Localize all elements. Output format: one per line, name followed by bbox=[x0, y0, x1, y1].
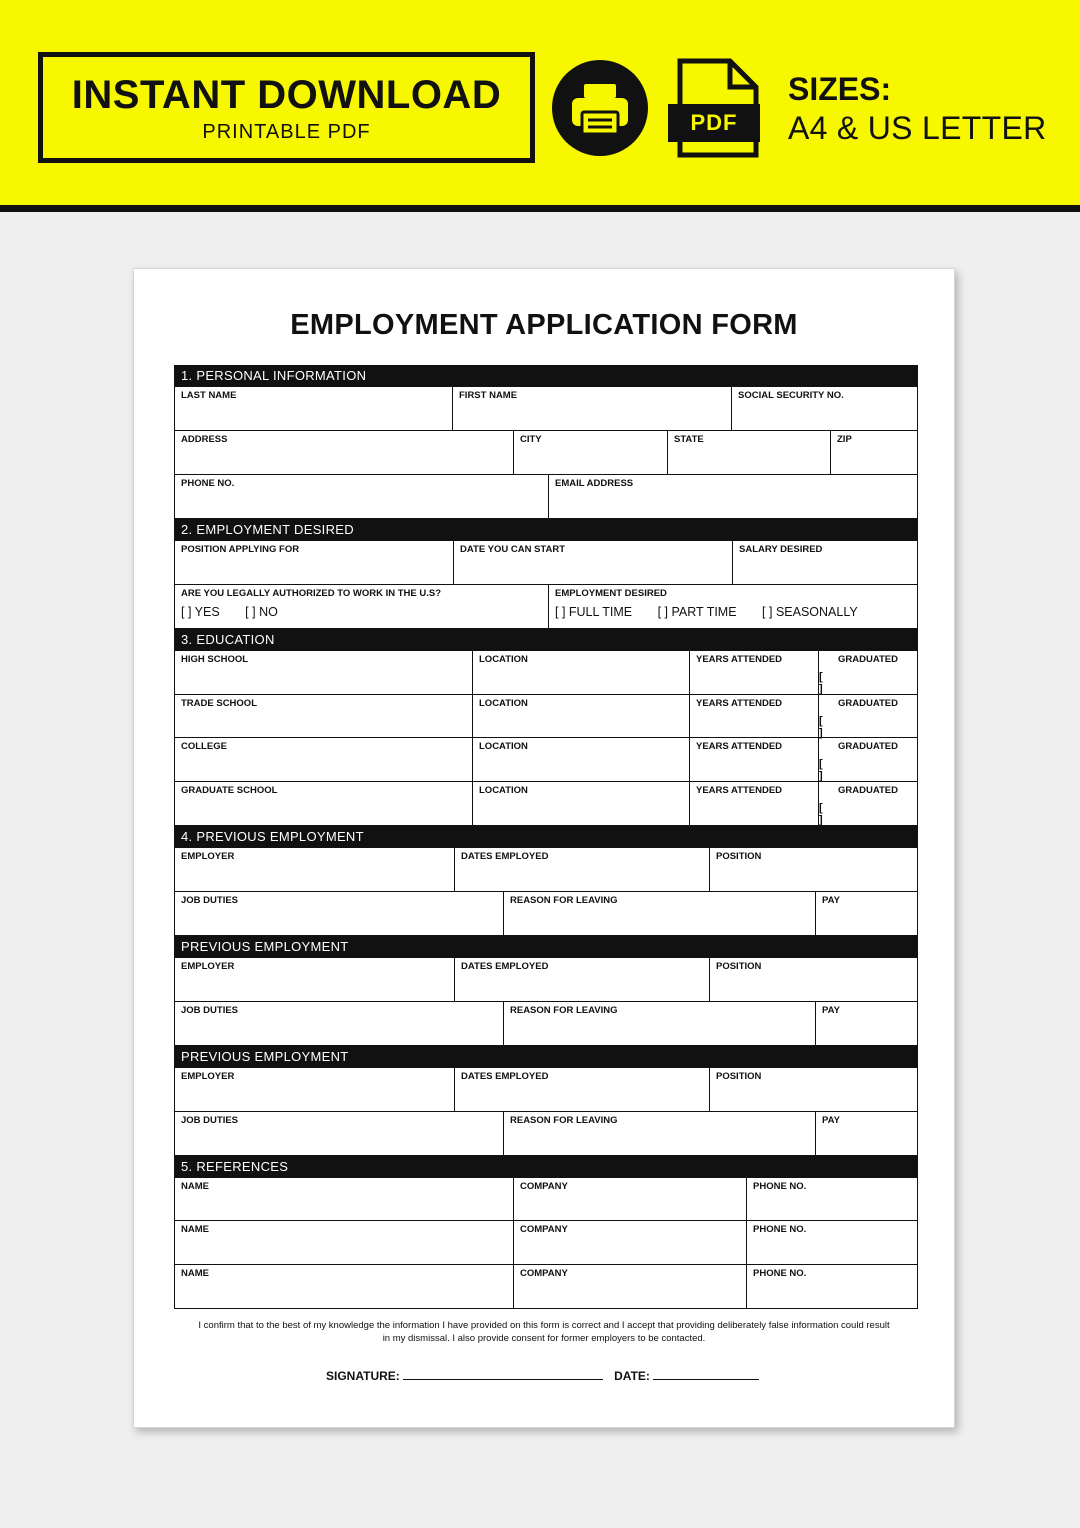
reference-company-field[interactable] bbox=[513, 1221, 568, 1264]
employment-desired-row-2 bbox=[174, 585, 918, 629]
pdf-label: PDF bbox=[668, 104, 760, 142]
years-field[interactable] bbox=[689, 782, 783, 825]
reference-phone-label: PHONE NO. bbox=[753, 1268, 807, 1279]
printer-icon bbox=[552, 60, 648, 156]
employment-type-label: EMPLOYMENT DESIRED bbox=[555, 588, 667, 599]
employer-label: EMPLOYER bbox=[181, 1071, 235, 1082]
salary-field[interactable] bbox=[732, 541, 823, 584]
years-field[interactable] bbox=[689, 651, 783, 694]
employer-label: EMPLOYER bbox=[181, 961, 235, 972]
personal-row-2 bbox=[174, 431, 918, 475]
signature-line[interactable] bbox=[403, 1370, 603, 1380]
employment-row-2 bbox=[174, 1002, 918, 1046]
section-header-previous-employment: 4. PREVIOUS EMPLOYMENT bbox=[174, 826, 918, 848]
zip-field[interactable] bbox=[830, 431, 852, 474]
option-yes[interactable]: [ ] YES bbox=[181, 605, 220, 619]
position-held-field[interactable] bbox=[709, 958, 762, 1001]
ssn-field[interactable] bbox=[731, 387, 844, 430]
location-label: LOCATION bbox=[479, 698, 528, 709]
signature-row bbox=[326, 1369, 767, 1383]
ssn-label: SOCIAL SECURITY NO. bbox=[738, 390, 844, 401]
school-type-label: COLLEGE bbox=[181, 741, 227, 752]
pay-label: PAY bbox=[822, 1115, 840, 1126]
option-no[interactable]: [ ] NO bbox=[245, 605, 278, 619]
reference-phone-field[interactable] bbox=[746, 1178, 807, 1220]
promo-banner bbox=[0, 0, 1080, 212]
start-date-label: DATE YOU CAN START bbox=[460, 544, 566, 555]
phone-label: PHONE NO. bbox=[181, 478, 235, 489]
reference-phone-field[interactable] bbox=[746, 1221, 807, 1264]
city-field[interactable] bbox=[513, 431, 542, 474]
location-field[interactable] bbox=[472, 782, 528, 825]
last-name-label: LAST NAME bbox=[181, 390, 237, 401]
position-label: POSITION APPLYING FOR bbox=[181, 544, 300, 555]
reference-row bbox=[174, 1178, 918, 1221]
years-label: YEARS ATTENDED bbox=[696, 654, 783, 665]
form-page bbox=[133, 268, 955, 1428]
zip-label: ZIP bbox=[837, 434, 852, 445]
first-name-field[interactable] bbox=[452, 387, 518, 430]
section-header-previous-employment: PREVIOUS EMPLOYMENT bbox=[174, 1046, 918, 1068]
graduated-field: GRADUATED [ ] bbox=[818, 738, 819, 781]
reference-phone-field[interactable] bbox=[746, 1265, 807, 1308]
reference-company-field[interactable] bbox=[513, 1265, 568, 1308]
pay-label: PAY bbox=[822, 895, 840, 906]
option-full-time[interactable]: [ ] FULL TIME bbox=[555, 605, 633, 619]
sizes-info bbox=[788, 70, 1047, 148]
years-field[interactable] bbox=[689, 738, 783, 781]
section-header-personal: 1. PERSONAL INFORMATION bbox=[174, 365, 918, 387]
employment-type-field bbox=[548, 585, 858, 628]
employment-desired-row-1 bbox=[174, 541, 918, 585]
sizes-value: A4 & US LETTER bbox=[788, 110, 1047, 146]
state-label: STATE bbox=[674, 434, 704, 445]
reason-leaving-label: REASON FOR LEAVING bbox=[510, 895, 618, 906]
pay-field[interactable] bbox=[815, 892, 840, 935]
graduated-label: GRADUATED bbox=[838, 698, 898, 709]
dates-employed-label: DATES EMPLOYED bbox=[461, 961, 549, 972]
confirmation-statement: I confirm that to the best of my knowledge the information I have provided on this form is correct and I accept that providing deliberately false information could result in my dismissal. I also provide consent for former employers to be contacted. bbox=[198, 1320, 890, 1344]
date-line[interactable] bbox=[653, 1370, 759, 1380]
start-date-field[interactable] bbox=[453, 541, 566, 584]
reason-leaving-field[interactable] bbox=[503, 1002, 618, 1045]
reference-company-label: COMPANY bbox=[520, 1268, 568, 1279]
location-label: LOCATION bbox=[479, 785, 528, 796]
salary-label: SALARY DESIRED bbox=[739, 544, 823, 555]
reason-leaving-label: REASON FOR LEAVING bbox=[510, 1005, 618, 1016]
position-held-field[interactable] bbox=[709, 848, 762, 891]
years-field[interactable] bbox=[689, 695, 783, 737]
education-row bbox=[174, 782, 918, 826]
reference-phone-label: PHONE NO. bbox=[753, 1224, 807, 1235]
graduated-field: GRADUATED [ ] bbox=[818, 695, 819, 737]
school-type-label: GRADUATE SCHOOL bbox=[181, 785, 278, 796]
dates-employed-label: DATES EMPLOYED bbox=[461, 851, 549, 862]
education-row bbox=[174, 651, 918, 695]
employment-type-options bbox=[555, 605, 880, 619]
employment-row-2 bbox=[174, 892, 918, 936]
personal-row-1 bbox=[174, 387, 918, 431]
position-held-label: POSITION bbox=[716, 851, 762, 862]
graduated-field: GRADUATED [ ] bbox=[818, 651, 819, 694]
years-label: YEARS ATTENDED bbox=[696, 698, 783, 709]
reference-company-field[interactable] bbox=[513, 1178, 568, 1220]
reference-name-label: NAME bbox=[181, 1224, 209, 1235]
job-duties-label: JOB DUTIES bbox=[181, 1005, 239, 1016]
section-header-previous-employment: PREVIOUS EMPLOYMENT bbox=[174, 936, 918, 958]
reason-leaving-field[interactable] bbox=[503, 892, 618, 935]
pay-field[interactable] bbox=[815, 1002, 840, 1045]
section-header-references: 5. REFERENCES bbox=[174, 1156, 918, 1178]
graduated-label: GRADUATED bbox=[838, 741, 898, 752]
school-type-label: HIGH SCHOOL bbox=[181, 654, 249, 665]
pay-label: PAY bbox=[822, 1005, 840, 1016]
date-label: DATE: bbox=[614, 1369, 650, 1383]
job-duties-label: JOB DUTIES bbox=[181, 1115, 239, 1126]
authorization-options bbox=[181, 605, 300, 619]
email-label: EMAIL ADDRESS bbox=[555, 478, 634, 489]
reason-leaving-field[interactable] bbox=[503, 1112, 618, 1155]
section-header-employment-desired: 2. EMPLOYMENT DESIRED bbox=[174, 519, 918, 541]
school-type-label: TRADE SCHOOL bbox=[181, 698, 257, 709]
location-field[interactable] bbox=[472, 695, 528, 737]
dates-employed-field[interactable] bbox=[454, 1068, 549, 1111]
dates-employed-label: DATES EMPLOYED bbox=[461, 1071, 549, 1082]
email-field[interactable] bbox=[548, 475, 634, 518]
job-duties-label: JOB DUTIES bbox=[181, 895, 239, 906]
sizes-title: SIZES: bbox=[788, 71, 892, 107]
years-label: YEARS ATTENDED bbox=[696, 785, 783, 796]
personal-row-3 bbox=[174, 475, 918, 519]
graduated-field: GRADUATED [ ] bbox=[818, 782, 819, 825]
section-header-education: 3. EDUCATION bbox=[174, 629, 918, 651]
download-title: INSTANT DOWNLOAD bbox=[71, 73, 502, 117]
location-field[interactable] bbox=[472, 738, 528, 781]
years-label: YEARS ATTENDED bbox=[696, 741, 783, 752]
graduated-label: GRADUATED bbox=[838, 654, 898, 665]
employment-row-1 bbox=[174, 848, 918, 892]
address-label: ADDRESS bbox=[181, 434, 228, 445]
reference-name-label: NAME bbox=[181, 1268, 209, 1279]
position-held-label: POSITION bbox=[716, 1071, 762, 1082]
reference-company-label: COMPANY bbox=[520, 1224, 568, 1235]
state-field[interactable] bbox=[667, 431, 704, 474]
position-held-label: POSITION bbox=[716, 961, 762, 972]
graduated-label: GRADUATED bbox=[838, 785, 898, 796]
employment-row-1 bbox=[174, 1068, 918, 1112]
location-label: LOCATION bbox=[479, 654, 528, 665]
option-part-time[interactable]: [ ] PART TIME bbox=[657, 605, 737, 619]
education-row bbox=[174, 738, 918, 782]
pay-field[interactable] bbox=[815, 1112, 840, 1155]
option-seasonally[interactable]: [ ] SEASONALLY bbox=[762, 605, 858, 619]
employer-label: EMPLOYER bbox=[181, 851, 235, 862]
education-row bbox=[174, 695, 918, 738]
dates-employed-field[interactable] bbox=[454, 848, 549, 891]
signature-label: SIGNATURE: bbox=[326, 1369, 400, 1383]
reference-row bbox=[174, 1265, 918, 1309]
download-subtitle: PRINTABLE PDF bbox=[202, 121, 371, 143]
city-label: CITY bbox=[520, 434, 542, 445]
form-title: EMPLOYMENT APPLICATION FORM bbox=[290, 309, 798, 341]
location-field[interactable] bbox=[472, 651, 528, 694]
authorization-question: ARE YOU LEGALLY AUTHORIZED TO WORK IN THE U.S? bbox=[181, 588, 442, 599]
reference-company-label: COMPANY bbox=[520, 1181, 568, 1192]
location-label: LOCATION bbox=[479, 741, 528, 752]
instant-download-box bbox=[38, 52, 535, 163]
employment-row-1 bbox=[174, 958, 918, 1002]
reference-phone-label: PHONE NO. bbox=[753, 1181, 807, 1192]
reference-name-label: NAME bbox=[181, 1181, 209, 1192]
employment-row-2 bbox=[174, 1112, 918, 1156]
first-name-label: FIRST NAME bbox=[459, 390, 518, 401]
reference-row bbox=[174, 1221, 918, 1265]
dates-employed-field[interactable] bbox=[454, 958, 549, 1001]
position-held-field[interactable] bbox=[709, 1068, 762, 1111]
reason-leaving-label: REASON FOR LEAVING bbox=[510, 1115, 618, 1126]
